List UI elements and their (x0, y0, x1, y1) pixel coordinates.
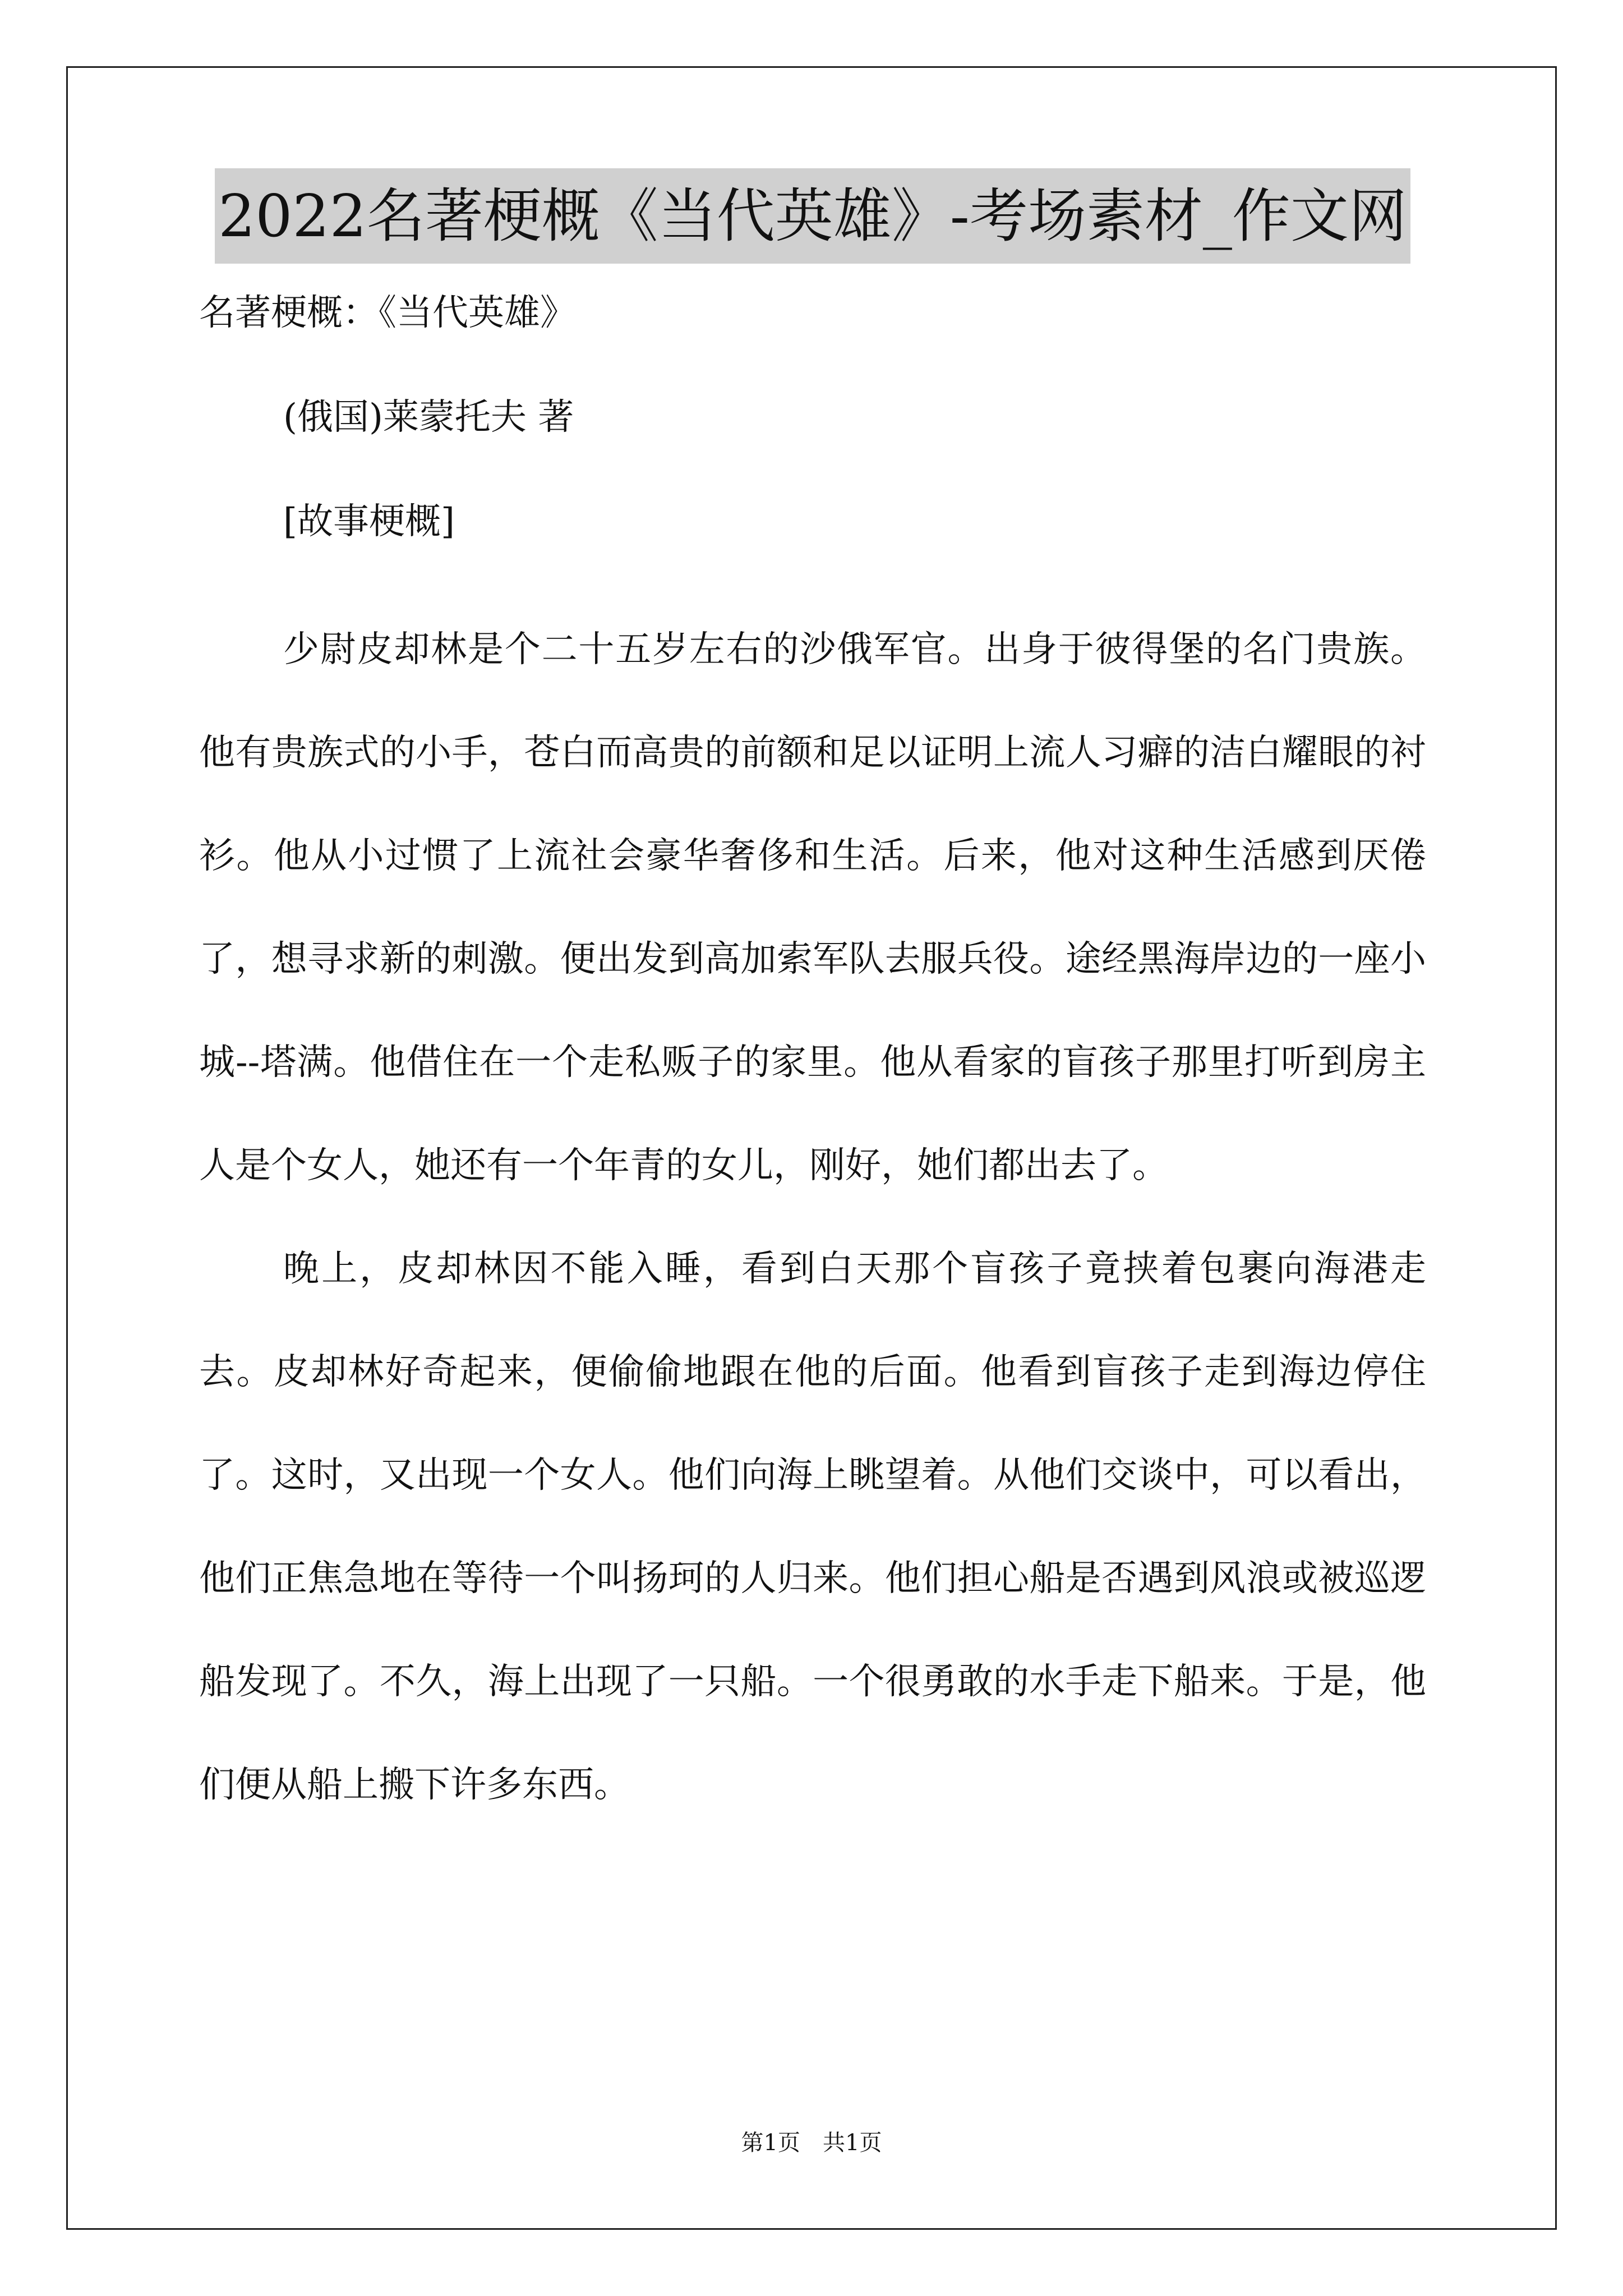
title-wrapper (199, 168, 1426, 264)
author-line: (俄国)莱蒙托夫 著 (283, 397, 574, 438)
paragraph: 少尉皮却林是个二十五岁左右的沙俄军官。出身于彼得堡的名门贵族。他有贵族式的小手，苍白而高贵的前额和足以证明上流人习癖的洁白耀眼的衬衫。他从小过惯了上流社会豪华奢侈和生活。后来，他对这种生活感到厌倦了，想寻求新的刺激。便出发到高加索军队去服兵役。途经黑海岸边的一座小城--塔满。他借住在一个走私贩子的家里。他从看家的盲孩子那里打听到房主人是个女人，她还有一个年青的女儿，刚好，她们都出去了。 (199, 629, 1426, 1186)
document-title: 2022名著梗概《当代英雄》-考场素材_作文网 (215, 168, 1410, 264)
section-heading: [故事梗概] (283, 501, 455, 542)
paragraph: 晚上，皮却林因不能入睡，看到白天那个盲孩子竟挟着包裹向海港走去。皮却林好奇起来，便偷偷地跟在他的后面。他看到盲孩子走到海边停住了。这时，又出现一个女人。他们向海上眺望着。从他们交谈中，可以看出，他们正焦急地在等待一个叫扬珂的人归来。他们担心船是否遇到风浪或被巡逻船发现了。不久，海上出现了一只船。一个很勇敢的水手走下船来。于是，他们便从船上搬下许多东西。 (199, 1248, 1426, 1806)
document-subtitle: 名著梗概：《当代英雄》 (199, 292, 576, 334)
page-footer: 第1页 共1页 (741, 2130, 882, 2156)
document-body (199, 168, 1426, 1837)
